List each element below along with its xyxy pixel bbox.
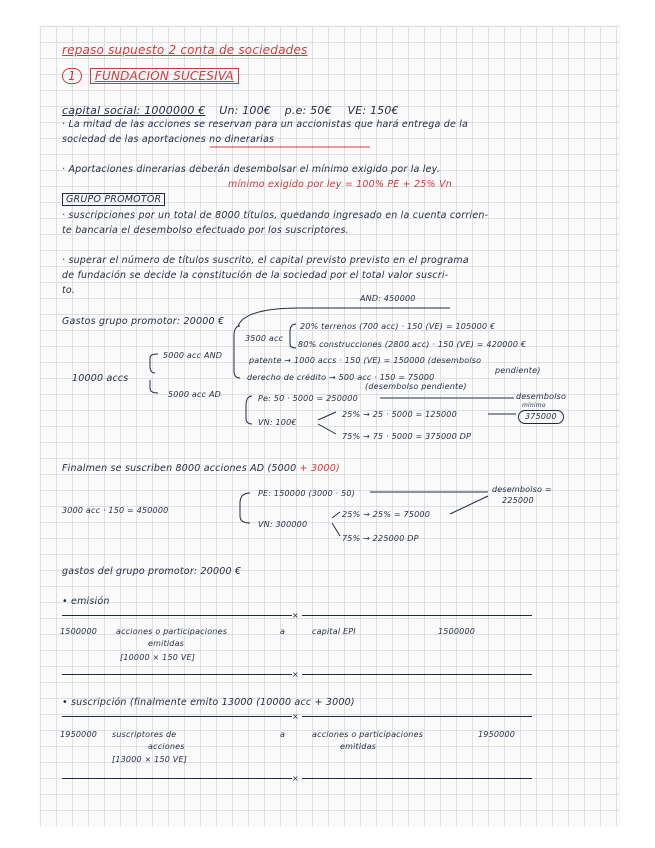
gastos-grupo-promotor: Gastos grupo promotor: 20000 € (62, 316, 225, 327)
p75-2-line: 75% → 225000 DP (342, 534, 419, 543)
desembolso-2-value: 225000 (502, 496, 534, 505)
derecho-line-2: (desembolso pendiente) (365, 382, 467, 391)
section-label: FUNDACIÓN SUCESIVA (90, 68, 239, 84)
emision-debit-account: acciones o participaciones (116, 627, 228, 636)
section-number: 1 (62, 68, 82, 84)
suscripcion-credit-amount: 1950000 (478, 730, 516, 739)
acc-ad: 5000 acc AD (168, 390, 221, 399)
pe-2-line: PE: 150000 (3000 · 50) (258, 489, 356, 498)
emision-credit-account: capital EPI (312, 627, 356, 636)
derecho-line: derecho de crédito → 500 acc · 150 = 75000 (247, 373, 435, 382)
bullet-mitad-1: · La mitad de las acciones se reservan para un accionistas que hará entrega de la (62, 119, 469, 130)
patente-line-2: pendiente) (495, 366, 541, 375)
page-title: repaso supuesto 2 conta de sociedades (62, 43, 308, 57)
capital-social: capital social: 1000000 € (62, 104, 206, 117)
grupo-line-2: te bancaria el desembolso efectuado por los suscriptores. (62, 225, 349, 236)
suscripcion-debit-account-2: acciones (148, 742, 185, 751)
grupo-line-5: to. (62, 285, 76, 296)
bullet-aportaciones-1: · Aportaciones dinerarias deberán desembolsar el mínimo exigido por la ley. (62, 164, 440, 175)
grupo-line-1: · suscripciones por un total de 8000 títulos, quedando ingresado en la cuenta corrien- (62, 210, 489, 221)
notebook-page: repaso supuesto 2 conta de sociedades 1 FUNDACIÓN SUCESIVA capital social: 1000000 € Un: 100€ p.e: 50€ VE: 150€ · La mitad de las acciones se reservan para un accionistas que hará entrega de la sociedad de las aportaciones no dinerarias · Aportaciones dinerarias deberán desembolsar el mínimo exigido por la ley. mínimo exigido por ley = 100% PE + 25% Vn GRUPO PROMOTOR · suscripciones por un total de 8000 títulos, quedando ingresado en la cuenta corrien- te bancaria el desembolso efectuado por los suscriptores. · superar el número de títulos suscrito, el capital previsto previsto en el programa de fundación se decide la constitución de la sociedad por el total valor suscri- to. AND: 450000 Gastos grupo promotor: 20000 € 20% terrenos (700 acc) · 150 (VE) = 105000 € 80% construcciones (2800 acc) · 150 (VE) = 420000 € 3500 acc 5000 acc AND patente → 1000 accs · 150 (VE) = 150000 (desembolso pendiente) 10000 accs derecho de crédito → 500 acc · 150 = 75000 (desembolso pendiente) 5000 acc AD Pe: 50 · 5000 = 250000 VN: 100€ 25% → 25 · 5000 = 125000 75% → 75 · 5000 = 375000 DP desembolso mínimo 375000 Finalmen se suscriben 8000 acciones AD (5000 + 3000) desembolso = 225000 PE: 150000 (3000 · 50) 3000 acc · 150 = 450000 VN: 300000 25% → 25% = 75000 75% → 225000 DP gastos del grupo promotor: 20000 € • emisión × 1500000 acciones o participaciones emitidas a capital EPI 1500000 [10000 × 150 VE] × • suscripción (finalmente emito 13000 (10000 acc + 3000) × 1950000 suscriptores de acciones a acciones o participaciones emitidas 1950000 [13000 × 150 VE] × (40, 26, 620, 826)
capital-un: Un: 100€ (219, 104, 272, 117)
acc-2-line: 3000 acc · 150 = 450000 (62, 506, 169, 515)
suscripcion-label: • suscripción (finalmente emito 13000 (10000 acc + 3000) (62, 697, 355, 708)
emision-credit-amount: 1500000 (438, 627, 476, 636)
bullet-mitad-2: sociedad de las aportaciones no dinerarias (62, 134, 275, 145)
suscripcion-credit-account: acciones o participaciones (312, 730, 424, 739)
handwritten-brackets (40, 26, 620, 826)
suscripcion-a: a (280, 730, 286, 739)
suscripcion-credit-account-2: emitidas (340, 742, 377, 751)
sub-3500-acc: 3500 acc (245, 334, 284, 343)
grupo-line-4: de fundación se decide la constitución de la sociedad por el total valor suscri- (62, 270, 449, 281)
emision-debit-amount: 1500000 (60, 627, 98, 636)
p25-2-line: 25% → 25% = 75000 (342, 510, 430, 519)
and-total: AND: 450000 (360, 294, 416, 303)
capital-ve: VE: 150€ (347, 104, 399, 117)
patente-line: patente → 1000 accs · 150 (VE) = 150000 (desembolso (249, 356, 482, 365)
minimo-exigido: mínimo exigido por ley = 100% PE + 25% Vn (228, 179, 452, 190)
pe-line: Pe: 50 · 5000 = 250000 (258, 394, 358, 403)
capital-pe: p.e: 50€ (284, 104, 332, 117)
suscripcion-debit-amount: 1950000 (60, 730, 98, 739)
vn-line: VN: 100€ (258, 418, 297, 427)
desembolso-label: desembolso (516, 392, 567, 401)
vn-25-line: 25% → 25 · 5000 = 125000 (342, 410, 457, 419)
vn-2-line: VN: 300000 (258, 520, 308, 529)
desembolso-minimo: mínimo (522, 402, 546, 409)
suscripcion-debit-account: suscriptores de (112, 730, 177, 739)
emision-note: [10000 × 150 VE] (120, 653, 196, 662)
grupo-line-3: · superar el número de títulos suscrito, el capital previsto previsto en el programa (62, 255, 469, 266)
construcciones-line: 80% construcciones (2800 acc) · 150 (VE) = 420000 € (298, 340, 527, 349)
acc-and: 5000 acc AND (163, 351, 223, 360)
emision-debit-account-2: emitidas (148, 639, 185, 648)
terrenos-line: 20% terrenos (700 acc) · 150 (VE) = 105000 € (300, 322, 496, 331)
emision-a: a (280, 627, 286, 636)
acc-total: 10000 accs (72, 373, 129, 384)
desembolso-value: 375000 (518, 410, 564, 424)
vn-75-line: 75% → 75 · 5000 = 375000 DP (342, 432, 471, 441)
suscripcion-note: [13000 × 150 VE] (112, 755, 188, 764)
emision-label: • emisión (62, 596, 110, 607)
finalmente-heading: Finalmen se suscriben 8000 acciones AD (5000 + 3000) (62, 463, 340, 474)
desembolso-2-label: desembolso = (492, 485, 552, 494)
grupo-promotor-label: GRUPO PROMOTOR (62, 194, 165, 205)
gastos-2: gastos del grupo promotor: 20000 € (62, 566, 242, 577)
